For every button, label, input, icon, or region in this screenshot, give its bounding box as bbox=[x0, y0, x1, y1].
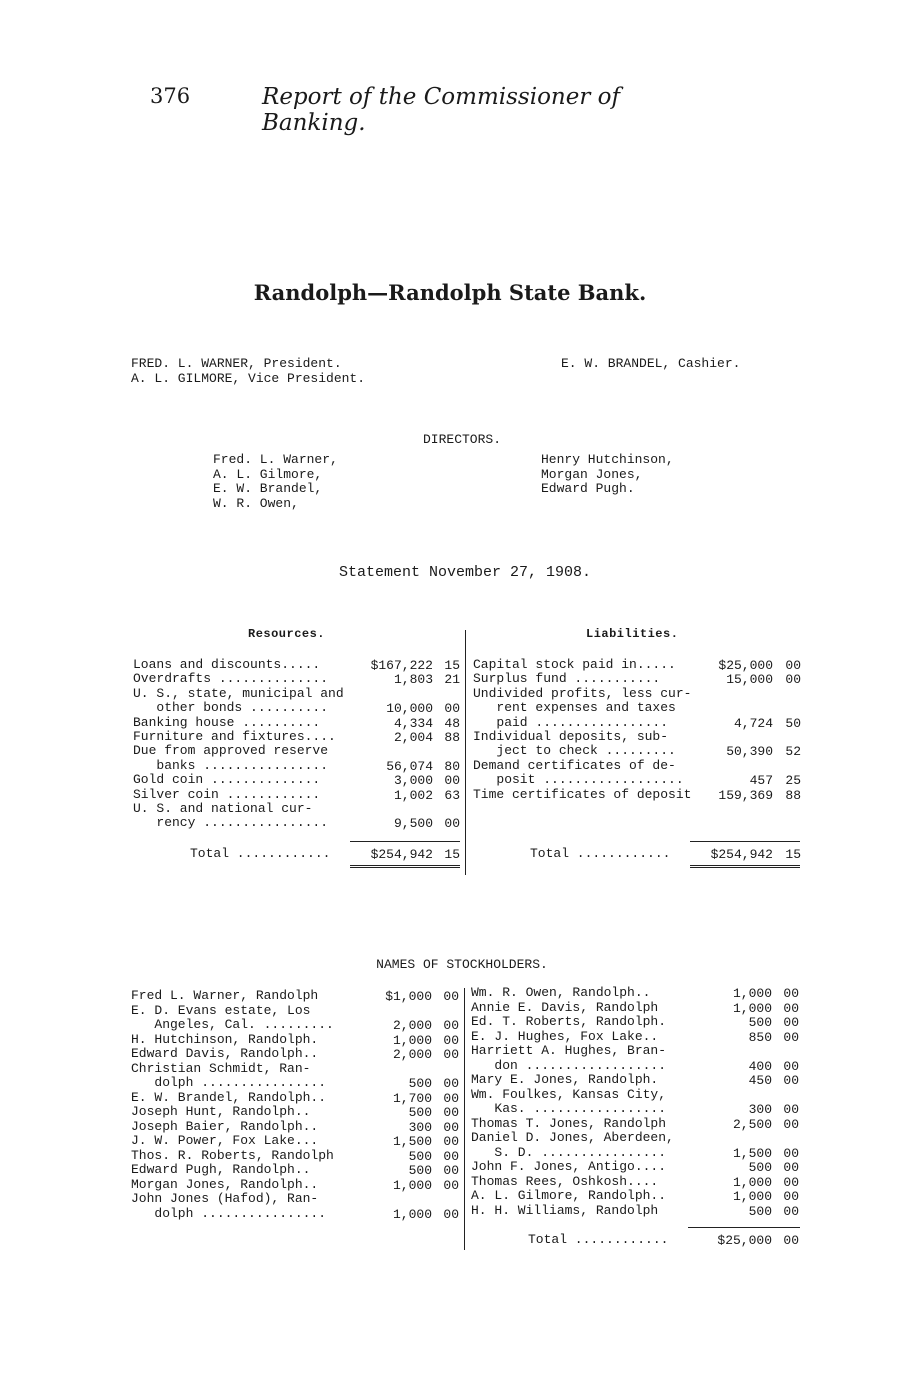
row-dollars: 56,074 bbox=[386, 758, 433, 774]
row-label: Edward Pugh, Randolph.. bbox=[131, 1162, 311, 1177]
row-label: Banking house .......... bbox=[133, 714, 321, 730]
row-cents: 52 bbox=[785, 744, 801, 760]
row-cents: 00 bbox=[443, 1047, 459, 1062]
row-label: E. D. Evans estate, Los bbox=[131, 1002, 311, 1018]
row-cents: 80 bbox=[444, 758, 460, 774]
table-row bbox=[133, 759, 328, 773]
row-cents: 00 bbox=[443, 1134, 459, 1149]
directors-heading: DIRECTORS. bbox=[422, 432, 501, 447]
row-dollars: 1,000 bbox=[732, 1000, 772, 1016]
row-dollars: 1,000 bbox=[732, 1174, 772, 1190]
table-row bbox=[471, 1189, 666, 1203]
table-row bbox=[471, 1117, 666, 1131]
row-label: Ed. T. Roberts, Randolph. bbox=[471, 1014, 667, 1029]
row-label: A. L. Gilmore, Randolph.. bbox=[471, 1188, 667, 1203]
row-label: paid ................. bbox=[473, 714, 669, 730]
total-label: Total ............ bbox=[190, 846, 331, 861]
table-row bbox=[131, 1062, 310, 1076]
total-label: Total ............ bbox=[530, 846, 671, 861]
stockholders-divider bbox=[464, 988, 465, 1250]
resources-heading: Resources. bbox=[248, 627, 326, 641]
row-dollars: 9,500 bbox=[393, 816, 433, 832]
row-dollars: 15,000 bbox=[726, 672, 773, 688]
table-row bbox=[473, 788, 691, 802]
table-row bbox=[471, 1059, 666, 1073]
row-cents: 00 bbox=[444, 701, 460, 717]
directors-col1 bbox=[213, 453, 338, 511]
row-cents: 00 bbox=[443, 1177, 459, 1193]
row-dollars: 1,000 bbox=[732, 1189, 772, 1204]
row-cents: 00 bbox=[444, 816, 460, 832]
table-row bbox=[133, 802, 312, 816]
total-double-rule bbox=[690, 865, 800, 868]
table-row bbox=[131, 1004, 310, 1018]
bank-title: Randolph—Randolph State Bank. bbox=[253, 280, 647, 305]
row-label: Joseph Baier, Randolph.. bbox=[131, 1118, 319, 1134]
row-label: Wm. R. Owen, Randolph.. bbox=[471, 985, 651, 1000]
row-label: posit .................. bbox=[473, 772, 684, 788]
stockholders-heading: NAMES OF STOCKHOLDERS. bbox=[376, 957, 548, 972]
row-dollars: 50,390 bbox=[726, 744, 773, 760]
row-label: S. D. ................ bbox=[471, 1144, 667, 1160]
row-cents: 00 bbox=[783, 1058, 799, 1074]
row-cents: 00 bbox=[443, 1163, 459, 1178]
total-cents: 00 bbox=[783, 1233, 799, 1248]
row-cents: 00 bbox=[443, 1119, 459, 1135]
row-cents: 00 bbox=[443, 1090, 459, 1106]
row-dollars: 1,000 bbox=[392, 1032, 432, 1048]
table-row bbox=[471, 1146, 666, 1160]
row-cents: 00 bbox=[783, 1203, 799, 1219]
table-row bbox=[471, 1204, 658, 1218]
liabilities-heading: Liabilities. bbox=[586, 627, 679, 641]
row-dollars: 1,500 bbox=[732, 1145, 772, 1161]
row-cents: 00 bbox=[783, 1000, 799, 1016]
row-dollars: 300 bbox=[408, 1119, 432, 1135]
row-label: Capital stock paid in..... bbox=[473, 657, 676, 672]
row-label: Kas. ................. bbox=[471, 1101, 667, 1116]
row-label: H. Hutchinson, Randolph. bbox=[131, 1031, 319, 1047]
row-label: Joseph Hunt, Randolph.. bbox=[131, 1104, 311, 1119]
row-cents: 00 bbox=[443, 1018, 459, 1033]
row-dollars: 2,004 bbox=[393, 730, 433, 745]
row-dollars: 500 bbox=[748, 1203, 772, 1219]
table-row bbox=[473, 701, 676, 715]
row-cents: 00 bbox=[783, 986, 799, 1001]
table-row bbox=[471, 1088, 666, 1102]
total-rule bbox=[350, 841, 460, 842]
row-label: other bonds .......... bbox=[133, 700, 329, 716]
table-row bbox=[133, 716, 320, 730]
table-row bbox=[133, 658, 320, 672]
table-row bbox=[473, 687, 691, 701]
row-cents: 00 bbox=[783, 1174, 799, 1190]
table-row bbox=[131, 1134, 318, 1148]
table-row bbox=[473, 773, 684, 787]
row-dollars: 1,500 bbox=[392, 1134, 432, 1149]
row-dollars: 1,803 bbox=[393, 672, 433, 688]
row-cents: 25 bbox=[785, 773, 801, 789]
row-cents: 00 bbox=[443, 1206, 459, 1222]
table-row bbox=[473, 730, 668, 744]
total-double-rule bbox=[350, 865, 460, 868]
row-cents: 50 bbox=[785, 715, 801, 731]
row-label: Furniture and fixtures.... bbox=[133, 729, 336, 744]
row-cents: 00 bbox=[443, 989, 459, 1004]
row-cents: 00 bbox=[783, 1116, 799, 1132]
table-row bbox=[131, 1120, 318, 1134]
table-row bbox=[133, 816, 328, 830]
director: Edward Pugh. bbox=[541, 481, 635, 496]
director: Morgan Jones, bbox=[541, 466, 643, 482]
row-label: U. S., state, municipal and bbox=[133, 685, 344, 701]
total-rule bbox=[690, 841, 800, 842]
officer-vice-president: A. L. GILMORE, Vice President. bbox=[131, 371, 366, 386]
row-cents: 00 bbox=[443, 1076, 459, 1091]
page-header bbox=[150, 84, 710, 136]
row-cents: 63 bbox=[444, 787, 460, 803]
table-row bbox=[473, 716, 668, 730]
table-row bbox=[131, 1091, 326, 1105]
table-row bbox=[473, 759, 676, 773]
total-dollars: $254,942 bbox=[710, 847, 773, 862]
row-dollars: 450 bbox=[748, 1073, 772, 1088]
row-cents: 21 bbox=[444, 672, 460, 688]
row-dollars: 2,500 bbox=[732, 1116, 772, 1132]
row-label: Thos. R. Roberts, Randolph bbox=[131, 1147, 334, 1163]
table-row bbox=[471, 1015, 666, 1029]
row-cents: 00 bbox=[783, 1015, 799, 1030]
row-dollars: 500 bbox=[408, 1105, 432, 1120]
row-cents: 00 bbox=[443, 1032, 459, 1048]
row-dollars: 500 bbox=[408, 1163, 432, 1178]
row-cents: 00 bbox=[444, 773, 460, 789]
row-label: rent expenses and taxes bbox=[473, 700, 676, 716]
table-row bbox=[473, 744, 676, 758]
row-cents: 00 bbox=[785, 658, 801, 673]
row-dollars: 1,000 bbox=[392, 1177, 432, 1193]
officers-right bbox=[561, 356, 740, 371]
row-label: Loans and discounts..... bbox=[133, 657, 321, 672]
row-cents: 88 bbox=[444, 730, 460, 745]
row-dollars: 10,000 bbox=[386, 701, 433, 717]
row-label: Angeles, Cal. ......... bbox=[131, 1017, 334, 1032]
director: Henry Hutchinson, bbox=[541, 452, 674, 467]
table-row bbox=[131, 1163, 310, 1177]
row-label: John F. Jones, Antigo.... bbox=[471, 1159, 667, 1174]
table-row bbox=[131, 1105, 310, 1119]
row-cents: 00 bbox=[443, 1105, 459, 1120]
table-row bbox=[131, 1207, 326, 1221]
row-label: Annie E. Davis, Randolph bbox=[471, 999, 659, 1015]
row-dollars: 3,000 bbox=[393, 773, 433, 789]
row-dollars: $167,222 bbox=[370, 658, 433, 673]
row-dollars: 1,700 bbox=[392, 1090, 432, 1106]
row-label: Thomas Rees, Oshkosh.... bbox=[471, 1173, 659, 1189]
row-label: J. W. Power, Fox Lake... bbox=[131, 1133, 319, 1148]
total-row bbox=[530, 847, 670, 861]
table-row bbox=[131, 1192, 318, 1206]
row-label: don .................. bbox=[471, 1057, 667, 1073]
row-label: Surplus fund ........... bbox=[473, 671, 661, 687]
officers-left bbox=[131, 356, 365, 386]
director: A. L. Gilmore, bbox=[213, 466, 323, 482]
row-label: dolph ................ bbox=[131, 1075, 327, 1090]
table-row bbox=[131, 1178, 318, 1192]
row-dollars: 4,724 bbox=[733, 715, 773, 731]
total-cents: 15 bbox=[785, 847, 801, 862]
row-dollars: 850 bbox=[748, 1029, 772, 1045]
total-cents: 15 bbox=[444, 847, 460, 862]
total-dollars: $25,000 bbox=[717, 1233, 772, 1248]
row-label: E. J. Hughes, Fox Lake.. bbox=[471, 1028, 659, 1044]
row-label: Daniel D. Jones, Aberdeen, bbox=[471, 1130, 674, 1145]
row-label: Silver coin ............ bbox=[133, 786, 321, 802]
row-label: Mary E. Jones, Randolph. bbox=[471, 1072, 659, 1087]
total-label: Total ............ bbox=[528, 1232, 669, 1247]
total-row bbox=[528, 1233, 668, 1247]
row-dollars: 1,002 bbox=[393, 787, 433, 803]
row-label: Christian Schmidt, Ran- bbox=[131, 1060, 311, 1076]
row-label: Overdrafts .............. bbox=[133, 671, 329, 687]
row-cents: 48 bbox=[444, 715, 460, 731]
row-label: Fred L. Warner, Randolph bbox=[131, 988, 319, 1003]
row-cents: 15 bbox=[444, 658, 460, 673]
row-cents: 00 bbox=[785, 672, 801, 688]
director: Fred. L. Warner, bbox=[213, 452, 338, 467]
row-label: Gold coin .............. bbox=[133, 772, 321, 788]
statement-date: Statement November 27, 1908. bbox=[338, 564, 592, 581]
row-cents: 00 bbox=[783, 1145, 799, 1161]
row-label: Individual deposits, sub- bbox=[473, 729, 669, 744]
table-row bbox=[473, 658, 676, 672]
directors-col2 bbox=[541, 453, 674, 497]
row-dollars: 400 bbox=[748, 1058, 772, 1074]
table-row bbox=[131, 1076, 326, 1090]
table-row bbox=[133, 773, 320, 787]
table-row bbox=[133, 687, 344, 701]
row-dollars: 2,000 bbox=[392, 1047, 432, 1062]
row-label: Morgan Jones, Randolph.. bbox=[131, 1176, 319, 1192]
row-label: E. W. Brandel, Randolph.. bbox=[131, 1089, 327, 1105]
table-row bbox=[471, 1175, 658, 1189]
row-dollars: 457 bbox=[749, 773, 773, 789]
row-dollars: 300 bbox=[748, 1102, 772, 1117]
table-row bbox=[131, 1033, 318, 1047]
director: E. W. Brandel, bbox=[213, 481, 323, 496]
row-dollars: $25,000 bbox=[718, 658, 773, 673]
row-label: Time certificates of deposit bbox=[473, 786, 692, 802]
table-row bbox=[471, 1160, 666, 1174]
row-dollars: 500 bbox=[408, 1076, 432, 1091]
row-dollars: 159,369 bbox=[718, 787, 773, 803]
table-row bbox=[471, 1030, 658, 1044]
table-row bbox=[471, 1073, 658, 1087]
table-row bbox=[131, 1149, 334, 1163]
row-label: Wm. Foulkes, Kansas City, bbox=[471, 1086, 667, 1102]
row-label: dolph ................ bbox=[131, 1205, 327, 1221]
row-dollars: 1,000 bbox=[392, 1206, 432, 1222]
row-label: Demand certificates of de- bbox=[473, 757, 676, 773]
officer-cashier: E. W. BRANDEL, Cashier. bbox=[561, 356, 741, 371]
page-number: 376 bbox=[150, 84, 191, 108]
table-row bbox=[133, 672, 328, 686]
row-cents: 88 bbox=[785, 787, 801, 803]
total-rule bbox=[688, 1227, 800, 1228]
table-row bbox=[131, 1047, 318, 1061]
table-row bbox=[471, 986, 650, 1000]
row-dollars: 2,000 bbox=[392, 1018, 432, 1033]
row-label: banks ................ bbox=[133, 757, 329, 773]
row-label: Harriett A. Hughes, Bran- bbox=[471, 1043, 667, 1058]
row-label: U. S. and national cur- bbox=[133, 801, 313, 816]
table-row bbox=[131, 1018, 334, 1032]
row-dollars: $1,000 bbox=[385, 989, 432, 1004]
row-label: ject to check ......... bbox=[473, 743, 676, 759]
row-dollars: 1,000 bbox=[732, 986, 772, 1001]
table-row bbox=[133, 744, 328, 758]
table-row bbox=[471, 1131, 674, 1145]
officer-president: FRED. L. WARNER, President. bbox=[131, 356, 342, 371]
statement-divider bbox=[465, 630, 466, 875]
total-dollars: $254,942 bbox=[370, 847, 433, 862]
table-row bbox=[133, 730, 336, 744]
table-row bbox=[471, 1102, 666, 1116]
row-label: Edward Davis, Randolph.. bbox=[131, 1046, 319, 1061]
row-cents: 00 bbox=[783, 1073, 799, 1088]
row-label: Due from approved reserve bbox=[133, 743, 329, 759]
table-row bbox=[471, 1001, 658, 1015]
row-dollars: 4,334 bbox=[393, 715, 433, 731]
row-cents: 00 bbox=[783, 1029, 799, 1045]
row-cents: 00 bbox=[783, 1189, 799, 1204]
running-title: Report of the Commissioner of Banking. bbox=[262, 84, 621, 136]
row-dollars: 500 bbox=[748, 1160, 772, 1175]
table-row bbox=[133, 701, 328, 715]
row-cents: 00 bbox=[783, 1102, 799, 1117]
total-row bbox=[190, 847, 330, 861]
row-label: John Jones (Hafod), Ran- bbox=[131, 1191, 319, 1206]
row-dollars: 500 bbox=[748, 1015, 772, 1030]
row-label: rency ................ bbox=[133, 815, 329, 831]
table-row bbox=[471, 1044, 666, 1058]
table-row bbox=[473, 672, 660, 686]
row-cents: 00 bbox=[783, 1160, 799, 1175]
row-cents: 00 bbox=[443, 1148, 459, 1164]
row-dollars: 500 bbox=[408, 1148, 432, 1164]
row-label: H. H. Williams, Randolph bbox=[471, 1202, 659, 1218]
row-label: Undivided profits, less cur- bbox=[473, 685, 692, 701]
row-label: Thomas T. Jones, Randolph bbox=[471, 1115, 667, 1131]
table-row bbox=[133, 788, 320, 802]
table-row bbox=[131, 989, 318, 1003]
director: W. R. Owen, bbox=[213, 495, 299, 511]
